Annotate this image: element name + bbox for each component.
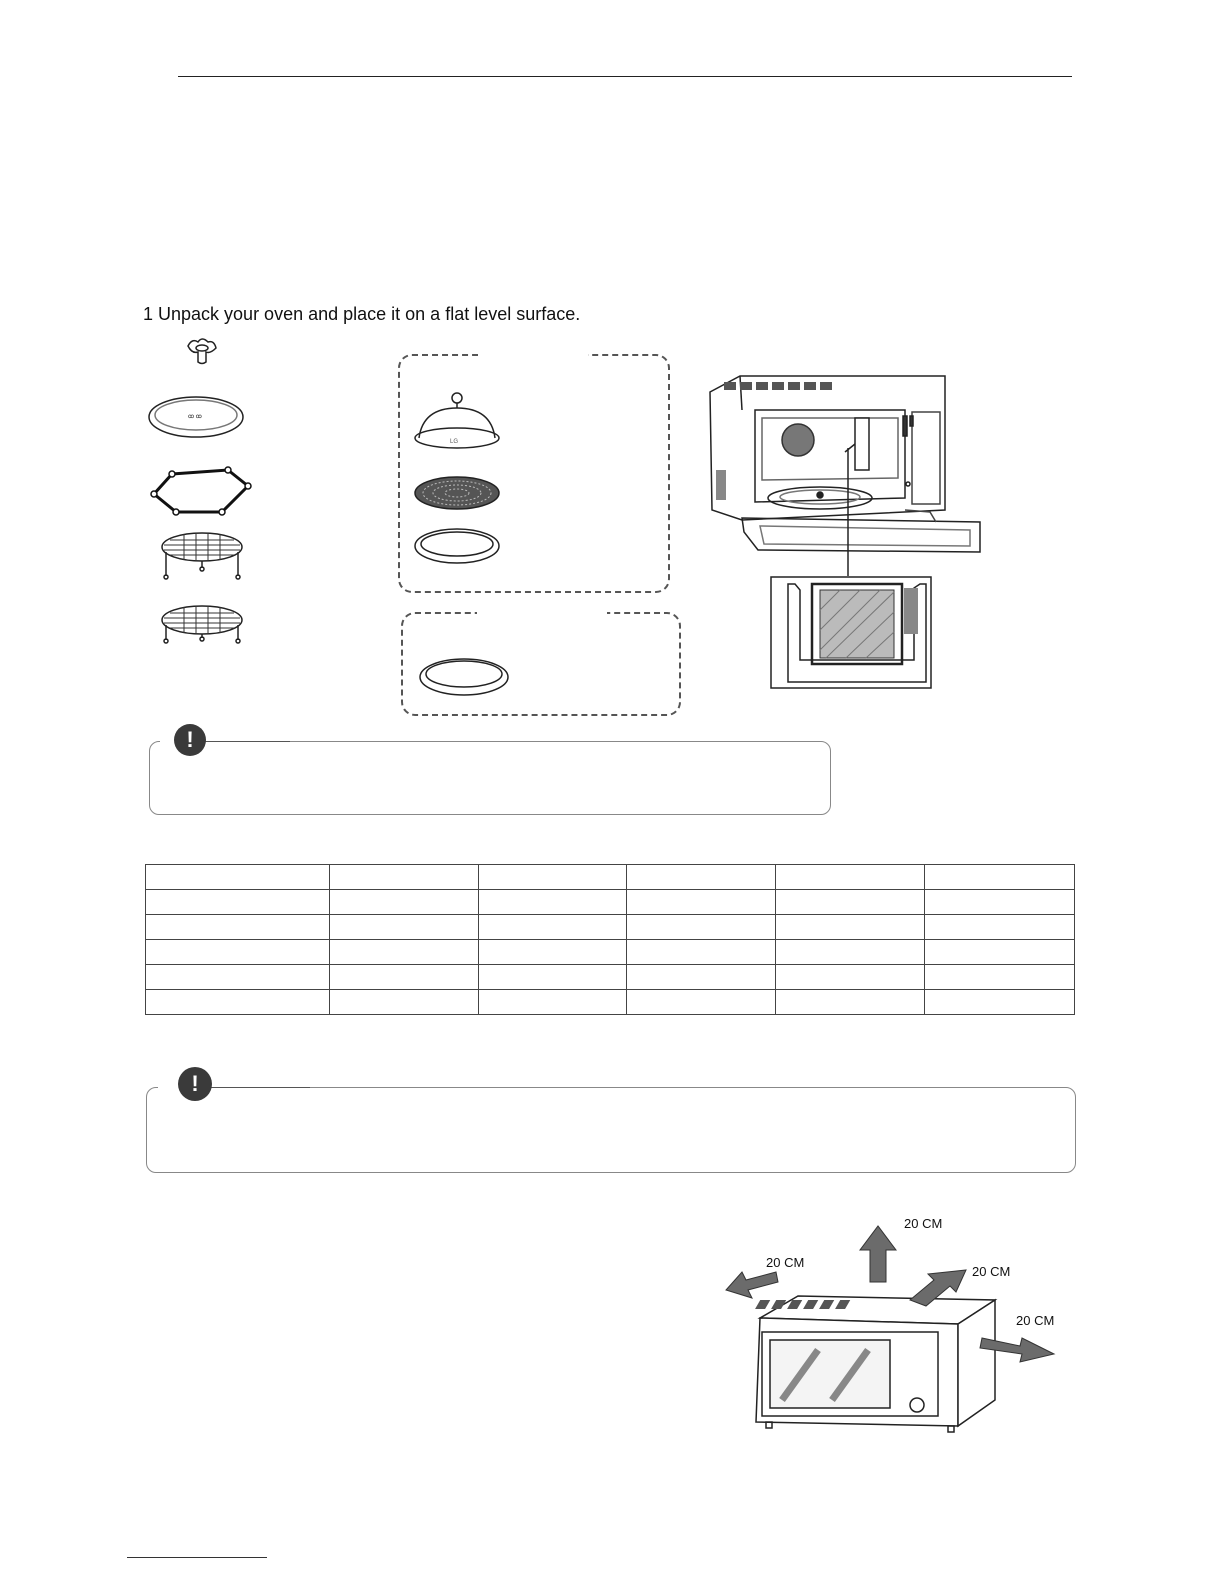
up-arrow-icon [860,1226,896,1282]
table-cell [627,890,776,915]
table-cell [478,965,627,990]
baking-tray-icon [415,529,499,563]
table-cell [627,915,776,940]
table-cell [925,865,1075,890]
table-cell [925,890,1075,915]
table-row [146,990,1075,1015]
table-row [146,865,1075,890]
closed-oven-icon [755,1296,995,1432]
table-cell [478,990,627,1015]
table-cell [146,990,330,1015]
footer-rule [127,1557,267,1558]
table-cell [776,890,925,915]
table-cell [329,990,478,1015]
caution-title-line [210,1087,310,1088]
table-cell [776,965,925,990]
table-row [146,940,1075,965]
crisp-tray-icon [412,652,512,702]
table-cell [146,865,330,890]
low-rack-icon [162,606,242,643]
spec-table [145,864,1075,1015]
table-cell [776,915,925,940]
accessory-set-items [405,388,515,578]
table-cell [925,965,1075,990]
table-row [146,915,1075,940]
table-cell [146,915,330,940]
box-title-gap [477,607,607,617]
box-title-gap [478,349,588,359]
table-cell [478,890,627,915]
step-1-instruction: 1 Unpack your oven and place it on a flat level surface. [143,304,581,324]
table-cell [627,940,776,965]
table-cell [146,890,330,915]
table-cell [627,965,776,990]
table-cell [478,865,627,890]
caution-box [146,1087,1076,1173]
table-cell [627,990,776,1015]
table-cell [329,940,478,965]
table-cell [776,940,925,965]
table-cell [146,965,330,990]
table-cell [776,990,925,1015]
clearance-back-label: 20 CM [972,1264,1011,1279]
svg-text:LG: LG [450,439,459,445]
table-cell [329,890,478,915]
waveguide-cover-inset [771,577,931,688]
table-cell [627,865,776,890]
table-cell [329,915,478,940]
oven-open-illustration [700,370,990,695]
clearance-right-label: 20 CM [1016,1313,1055,1328]
table-cell [478,915,627,940]
table-cell [329,965,478,990]
grill-plate-icon [415,477,499,509]
caution-exclamation-icon: ! [174,724,206,756]
table-cell [925,915,1075,940]
svg-text:ꝏ ꝏ: ꝏ ꝏ [188,414,202,420]
table-row [146,965,1075,990]
glass-tray-icon [149,397,243,437]
caution-box [149,741,831,815]
table-cell [925,990,1075,1015]
roller-coupler-icon [188,339,216,364]
table-cell [776,865,925,890]
grill-cover-icon [415,393,499,448]
table-cell [146,940,330,965]
clearance-left-label: 20 CM [766,1255,805,1270]
table-cell [925,940,1075,965]
clearance-top-label: 20 CM [904,1216,943,1231]
accessories-left-column [140,332,260,662]
caution-title-line [205,741,290,742]
caution-exclamation-icon: ! [178,1067,212,1101]
left-arrow-icon [726,1272,778,1298]
rotating-ring-icon [151,467,251,515]
table-cell [329,865,478,890]
high-rack-icon [162,533,242,579]
table-row [146,890,1075,915]
header-rule [178,76,1072,77]
table-cell [478,940,627,965]
